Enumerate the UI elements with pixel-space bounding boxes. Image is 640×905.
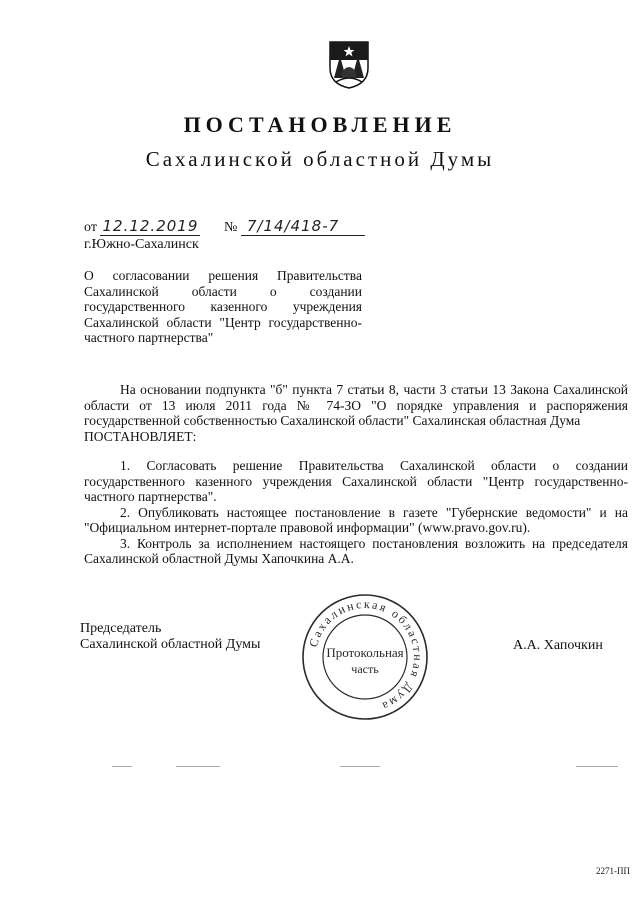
stamp-center-line: Протокольная [326,645,404,660]
stamp-ring-text: Сахалинская областная Дума [306,596,426,715]
document-code: 2271-ПП [596,866,630,876]
number-prefix: № [224,220,238,235]
scan-mark [340,766,380,767]
list-item: 1. Согласовать решение Правительства Сахалинской области о создании государственного казенного учреждения Сахалинской области "Центр государственно-частного партнерства". [84,458,628,504]
coat-of-arms-icon [326,38,372,90]
list-item: 2. Опубликовать настоящее постановление в газете "Губернские ведомости" и на "Официальном интернет-портале правовой информации" (www.pravo.gov.ru). [84,504,628,535]
document-body [84,382,628,567]
document-title: ПОСТАНОВЛЕНИЕ [183,112,457,137]
date-prefix: от [84,220,97,235]
position-line: Председатель [80,621,162,636]
number-value: 7/14/418-7 [241,217,365,236]
number-line [224,217,365,236]
city: г.Южно-Сахалинск [84,237,199,252]
date-value: 12.12.2019 [100,217,200,236]
scan-mark [112,766,132,767]
list-item: 3. Контроль за исполнением настоящего постановления возложить на председателя Сахалинской областной Думы Хапочкина А.А. [84,535,628,566]
document-subtitle: Сахалинской областной Думы [145,147,495,171]
scan-mark [176,766,220,767]
date-line [84,217,200,236]
signatory-position [80,621,260,653]
position-line: Сахалинской областной Думы [80,637,261,652]
preamble: На основании подпункта "б" пункта 7 статьи 8, части 3 статьи 13 Закона Сахалинской области от 13 июля 2011 года № 74-ЗО "О порядке управления и распоряжения государственной собственностью Сахалинской области" Сахалинская областная Дума [84,382,628,428]
official-stamp [300,592,430,722]
decree-word: ПОСТАНОВЛЯЕТ: [84,428,197,444]
scan-mark [576,766,618,767]
document-subject: О согласовании решения Правительства Сахалинской области о создании государственного казенного учреждения Сахалинской области "Центр государственно-частного партнерства" [84,268,362,345]
stamp-center-line: часть [351,662,379,676]
signatory-name: А.А. Хапочкин [513,638,603,653]
